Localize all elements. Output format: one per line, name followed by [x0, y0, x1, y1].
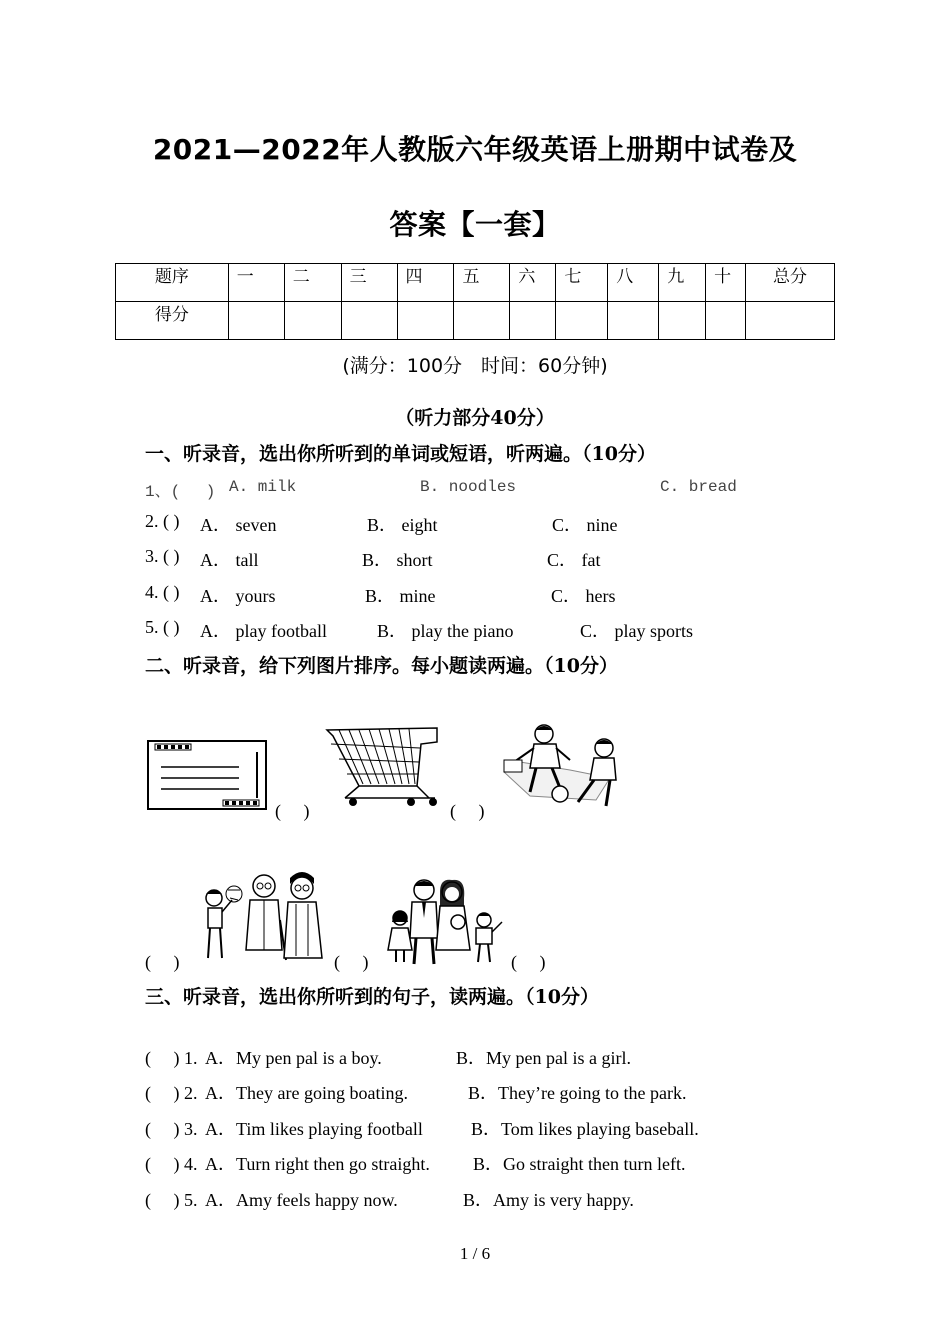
answer-blank[interactable]: ( ) — [450, 801, 485, 821]
option-a: A． yours — [200, 586, 276, 606]
option-b: B．They’re going to the park. — [468, 1083, 687, 1103]
option-a: A．Turn right then go straight. — [205, 1154, 430, 1174]
question-number: ( ) 2. — [145, 1083, 198, 1103]
question-number: 1、( ) — [145, 483, 216, 501]
page-title-line2: 答案【一套】 — [389, 208, 561, 241]
answer-blank[interactable]: ( ) — [275, 801, 310, 821]
option-b: B． eight — [367, 515, 438, 535]
sentence-question-row — [145, 1115, 699, 1141]
score-cell[interactable] — [706, 302, 746, 340]
score-cell[interactable] — [746, 302, 835, 340]
section1-title: 一、听录音，选出你所听到的单词或短语，听两遍。（10分） — [145, 443, 656, 465]
question-row — [145, 617, 694, 641]
option-a: A．Amy feels happy now. — [205, 1190, 398, 1210]
score-cell[interactable] — [608, 302, 659, 340]
option-c: C． play sports — [580, 621, 694, 641]
score-cell[interactable] — [341, 302, 397, 340]
score-cell[interactable] — [556, 302, 608, 340]
score-table-score-row — [116, 302, 835, 340]
option-b: B．My pen pal is a girl. — [456, 1048, 631, 1068]
answer-blank[interactable]: ( ) — [334, 952, 369, 972]
boys-playing-football-icon — [500, 722, 624, 812]
score-cell[interactable] — [454, 302, 510, 340]
sentence-question-row — [145, 1079, 687, 1105]
score-header-cell: 五 — [454, 264, 510, 302]
option-a: A. milk — [229, 478, 297, 496]
option-b: B．Amy is very happy. — [463, 1190, 634, 1210]
score-header-cell: 题序 — [116, 264, 229, 302]
score-cell[interactable] — [510, 302, 556, 340]
score-header-cell: 八 — [608, 264, 659, 302]
option-a: A．My pen pal is a boy. — [205, 1048, 382, 1068]
score-header-cell: 一 — [228, 264, 284, 302]
option-a: A． tall — [200, 550, 259, 570]
sentence-question-row — [145, 1150, 686, 1176]
question-row — [145, 582, 616, 606]
score-cell[interactable] — [397, 302, 454, 340]
option-c: C． fat — [547, 550, 601, 570]
question-number: 5. ( ) — [145, 617, 180, 637]
option-b: B． short — [362, 550, 433, 570]
sentence-question-row — [145, 1186, 634, 1212]
option-a: A． play football — [200, 621, 327, 641]
question-number: 4. ( ) — [145, 582, 180, 602]
score-header-cell: 十 — [706, 264, 746, 302]
question-row — [145, 478, 737, 501]
score-table — [115, 263, 835, 340]
option-b: B．Tom likes playing baseball. — [471, 1119, 699, 1139]
score-cell[interactable] — [659, 302, 706, 340]
postcard-icon — [147, 740, 267, 810]
question-row — [145, 511, 618, 535]
option-b: B. noodles — [420, 478, 517, 496]
option-b: B．Go straight then turn left. — [473, 1154, 686, 1174]
question-row — [145, 546, 601, 570]
family-icon — [384, 878, 504, 966]
question-number: ( ) 5. — [145, 1190, 198, 1210]
score-header-cell: 九 — [659, 264, 706, 302]
section2-title: 二、听录音，给下列图片排序。每小题读两遍。（10分） — [145, 655, 618, 677]
score-cell[interactable] — [284, 302, 341, 340]
option-a: A．They are going boating. — [205, 1083, 408, 1103]
exam-meta: (满分：100分 时间：60分钟) — [342, 355, 608, 377]
score-header-cell: 总分 — [746, 264, 835, 302]
answer-blank[interactable]: ( ) — [511, 952, 546, 972]
question-number: ( ) 3. — [145, 1119, 198, 1139]
question-number: 2. ( ) — [145, 511, 180, 531]
option-a: A．Tim likes playing football — [205, 1119, 423, 1139]
option-b: B． mine — [365, 586, 436, 606]
page-number: 1 / 6 — [459, 1244, 491, 1263]
option-a: A． seven — [200, 515, 277, 535]
option-c: C． nine — [552, 515, 618, 535]
question-number: ( ) 1. — [145, 1048, 198, 1068]
answer-blank[interactable]: ( ) — [145, 952, 180, 972]
score-row-label: 得分 — [116, 302, 229, 340]
question-number: ( ) 4. — [145, 1154, 198, 1174]
option-c: C． hers — [551, 586, 616, 606]
score-header-cell: 二 — [284, 264, 341, 302]
question-number: 3. ( ) — [145, 546, 180, 566]
section3-title: 三、听录音，选出你所听到的句子，读两遍。（10分） — [145, 986, 599, 1008]
boy-with-grandparents-icon — [200, 870, 332, 964]
score-header-cell: 六 — [510, 264, 556, 302]
page-title-line1: 2021—2022年人教版六年级英语上册期中试卷及 — [152, 133, 798, 166]
score-header-cell: 三 — [341, 264, 397, 302]
score-table-header-row — [116, 264, 835, 302]
score-header-cell: 四 — [397, 264, 454, 302]
score-cell[interactable] — [228, 302, 284, 340]
option-c: C. bread — [660, 478, 737, 496]
sentence-question-row — [145, 1044, 631, 1070]
score-header-cell: 七 — [556, 264, 608, 302]
option-b: B． play the piano — [377, 621, 514, 641]
listening-header: （听力部分40分） — [395, 407, 555, 429]
shopping-cart-icon — [325, 724, 443, 808]
